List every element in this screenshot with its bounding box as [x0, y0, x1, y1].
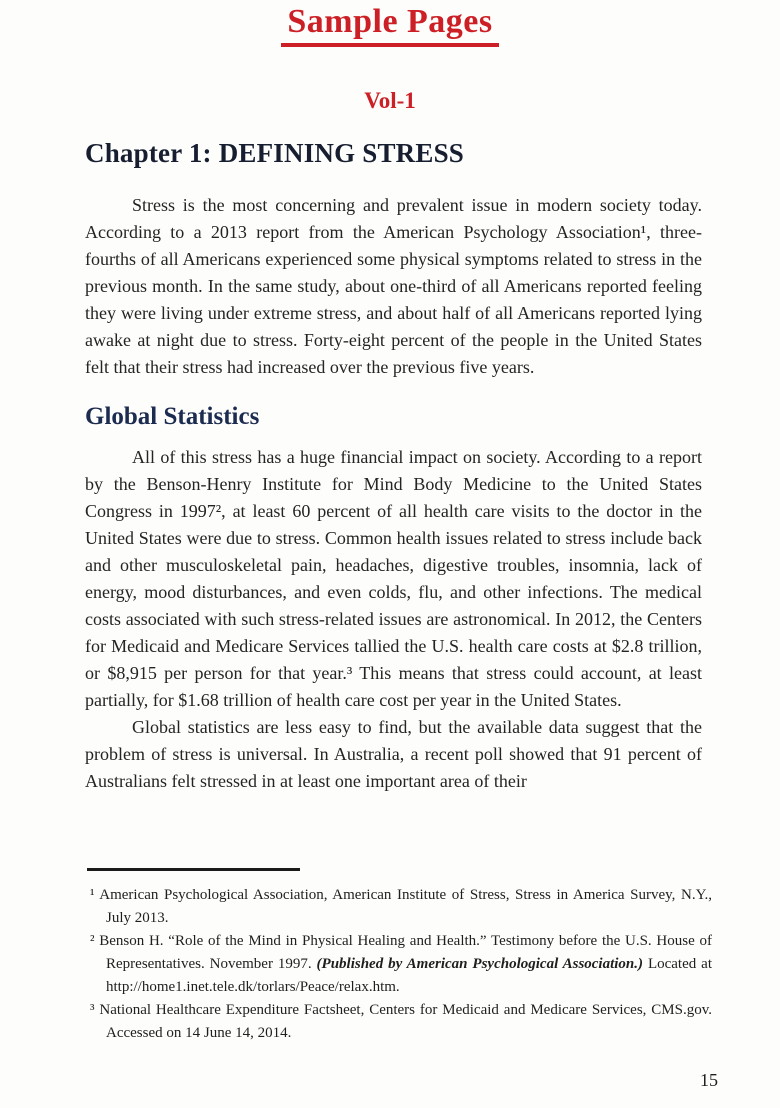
footnote-area [85, 868, 712, 1045]
footnote-separator-rule [87, 868, 300, 871]
footnote-2-text: ² Benson H. “Role of the Mind in Physical Healing and Health.” Testimony before the U.S. House of Representatives. November 1997. [90, 933, 712, 972]
paragraph-intro: Stress is the most concerning and prevalent issue in modern society today. According to a 2013 report from the American Psychology Association¹, three-fourths of all Americans experienced some physical symptoms related to stress in the previous month. In the same study, about one-third of all Americans reported feeling they were living under extreme stress, and about half of all Americans reported lying awake at night due to stress. Forty-eight percent of the people in the United States felt that their stress had increased over the previous five years. [85, 194, 702, 377]
footnote-1: ¹ American Psychological Association, American Institute of Stress, Stress in America Survey, N.Y., July 2013. [90, 887, 712, 926]
section-heading-global-statistics: Global Statistics [85, 402, 260, 430]
sample-pages-title: Sample Pages [281, 4, 498, 47]
volume-label: Vol-1 [364, 87, 416, 113]
paragraph-global-statistics-1: All of this stress has a huge financial impact on society. According to a report by the Benson-Henry Institute for Mind Body Medicine to the United States Congress in 1997², at least 60 percent of all health care visits to the doctor in the United States were due to stress. Common health issues related to stress include back and other musculoskeletal pain, headaches, digestive troubles, insomnia, lack of energy, mood disturbances, and even colds, flu, and other infections. The medical costs associated with such stress-related issues are astronomical. In 2012, the Centers for Medicaid and Medicare Services tallied the U.S. health care costs at $2.8 trillion, or $8,915 per person for that year.³ This means that stress could account, at least partially, for $1.68 trillion of health care cost per year in the United States. [85, 447, 702, 711]
page-header [0, 0, 780, 47]
footnote-2-publisher-note: (Published by American Psychological Association.) [316, 956, 644, 972]
footnote-3: ³ National Healthcare Expenditure Factsheet, Centers for Medicaid and Medicare Services, CMS.gov. Accessed on 14 June 14, 2014. [90, 1002, 712, 1041]
footnote-2 [90, 930, 712, 999]
page-number: 15 [700, 1070, 718, 1090]
chapter-heading: Chapter 1: DEFINING STRESS [85, 137, 465, 168]
footnote-2-url: Located at http://home1.inet.tele.dk/torlars/Peace/relax.htm. [106, 956, 712, 995]
paragraph-global-statistics-2: Global statistics are less easy to find, but the available data suggest that the problem of stress is universal. In Australia, a recent poll showed that 91 percent of Australians felt stressed in at least one important area of their [85, 717, 702, 792]
